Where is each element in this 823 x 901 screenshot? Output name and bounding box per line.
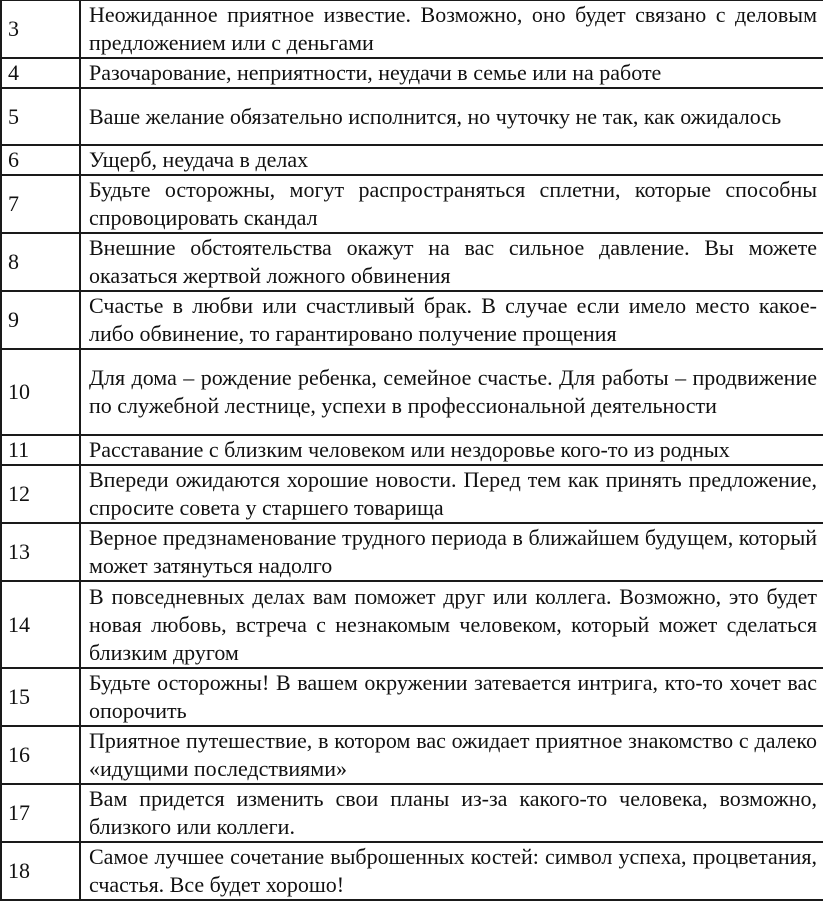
row-number: 10: [1, 349, 80, 435]
row-number: 5: [1, 88, 80, 145]
row-meaning: Для дома – рождение ребенка, семейное счастье. Для работы – продвижение по служебной лестнице, успехи в профессиональной деятельности: [80, 349, 823, 435]
row-number: 11: [1, 435, 80, 465]
table-row: [1, 435, 823, 465]
table-row: [1, 291, 823, 349]
row-meaning: Верное предзнаменование трудного периода в ближайшем будущем, который может затянуться надолго: [80, 523, 823, 581]
row-meaning: Вам придется изменить свои планы из-за какого-то человека, возможно, близкого или коллеги.: [80, 784, 823, 842]
row-number: 17: [1, 784, 80, 842]
table-row: [1, 726, 823, 784]
table-row: [1, 581, 823, 668]
row-meaning: Приятное путешествие, в котором вас ожидает приятное знакомство с далеко «идущими последствиями»: [80, 726, 823, 784]
row-meaning: В повседневных делах вам поможет друг или коллега. Возможно, это будет новая любовь, встреча с незнакомым человеком, который может сделаться близким другом: [80, 581, 823, 668]
table-row: [1, 349, 823, 435]
row-meaning: Внешние обстоятельства окажут на вас сильное давление. Вы можете оказаться жертвой ложного обвинения: [80, 233, 823, 291]
table-row: [1, 465, 823, 523]
row-meaning: Расставание с близким человеком или нездоровье кого-то из родных: [80, 435, 823, 465]
table-row: [1, 233, 823, 291]
row-number: 15: [1, 668, 80, 726]
table-row: [1, 784, 823, 842]
table-row: [1, 58, 823, 88]
row-meaning: Самое лучшее сочетание выброшенных костей: символ успеха, процветания, счастья. Все будет хорошо!: [80, 842, 823, 900]
table-row: [1, 523, 823, 581]
row-number: 8: [1, 233, 80, 291]
row-meaning: Впереди ожидаются хорошие новости. Перед тем как принять предложение, спросите совета у старшего товарища: [80, 465, 823, 523]
row-meaning: Ущерб, неудача в делах: [80, 145, 823, 175]
row-meaning: Разочарование, неприятности, неудачи в семье или на работе: [80, 58, 823, 88]
row-number: 16: [1, 726, 80, 784]
row-meaning: Счастье в любви или счастливый брак. В случае если имело место какое-либо обвинение, то гарантировано получение прощения: [80, 291, 823, 349]
row-number: 18: [1, 842, 80, 900]
table-row: [1, 88, 823, 145]
row-number: 3: [1, 1, 80, 59]
row-number: 14: [1, 581, 80, 668]
row-meaning: Неожиданное приятное известие. Возможно, оно будет связано с деловым предложением или с деньгами: [80, 1, 823, 59]
table-row: [1, 1, 823, 59]
row-number: 6: [1, 145, 80, 175]
row-number: 9: [1, 291, 80, 349]
row-number: 7: [1, 175, 80, 233]
row-number: 4: [1, 58, 80, 88]
row-number: 12: [1, 465, 80, 523]
table-row: [1, 668, 823, 726]
row-meaning: Ваше желание обязательно исполнится, но чуточку не так, как ожидалось: [80, 88, 823, 145]
row-number: 13: [1, 523, 80, 581]
table-row: [1, 175, 823, 233]
row-meaning: Будьте осторожны! В вашем окружении затевается интрига, кто-то хочет вас опорочить: [80, 668, 823, 726]
table-row: [1, 145, 823, 175]
table-row: [1, 842, 823, 900]
row-meaning: Будьте осторожны, могут распространяться сплетни, которые способны спровоцировать скандал: [80, 175, 823, 233]
